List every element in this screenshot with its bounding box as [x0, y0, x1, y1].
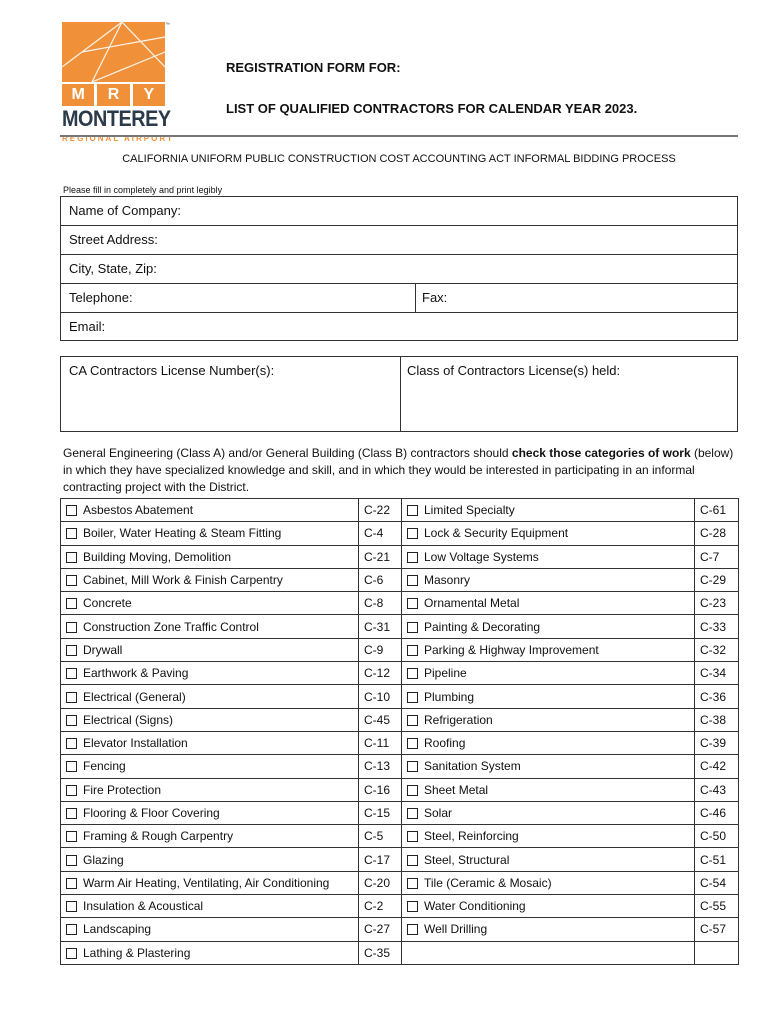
category-checkbox[interactable]	[66, 598, 77, 609]
table-row	[61, 499, 739, 522]
category-checkbox[interactable]	[66, 761, 77, 772]
category-code: C-45	[359, 708, 402, 731]
form-subtitle: LIST OF QUALIFIED CONTRACTORS FOR CALENDAR YEAR 2023.	[226, 101, 638, 116]
table-row	[61, 685, 739, 708]
paragraph-text: General Engineering (Class A) and/or General Building (Class B) contractors should	[63, 446, 512, 460]
category-checkbox[interactable]	[407, 738, 418, 749]
category-cell	[61, 918, 359, 941]
category-code: C-28	[695, 522, 739, 545]
category-cell	[61, 499, 359, 522]
category-label: Landscaping	[83, 922, 152, 937]
category-cell	[61, 685, 359, 708]
table-row	[61, 825, 739, 848]
logo-letter: Y	[133, 84, 165, 106]
license-box	[60, 356, 738, 432]
category-checkbox[interactable]	[66, 505, 77, 516]
category-code: C-35	[359, 941, 402, 964]
category-label: Masonry	[424, 573, 471, 588]
category-code: C-8	[359, 592, 402, 615]
table-row	[61, 522, 739, 545]
fax-label: Fax:	[422, 290, 448, 305]
category-cell	[402, 545, 695, 568]
category-cell	[61, 755, 359, 778]
category-checkbox[interactable]	[407, 668, 418, 679]
category-cell	[402, 662, 695, 685]
category-label: Construction Zone Traffic Control	[83, 619, 259, 634]
category-label: Fencing	[83, 759, 126, 774]
category-code: C-31	[359, 615, 402, 638]
city-state-zip-field[interactable]	[61, 255, 737, 284]
category-label: Ornamental Metal	[424, 596, 520, 611]
category-cell	[61, 522, 359, 545]
category-cell	[61, 895, 359, 918]
category-label: Limited Specialty	[424, 503, 515, 518]
license-numbers-label: CA Contractors License Number(s):	[69, 363, 275, 378]
category-label: Warm Air Heating, Ventilating, Air Conditioning	[83, 875, 330, 890]
category-code: C-7	[695, 545, 739, 568]
logo-letter: R	[97, 84, 129, 106]
logo	[62, 22, 175, 143]
category-cell	[61, 778, 359, 801]
form-title: REGISTRATION FORM FOR:	[226, 60, 401, 75]
category-cell	[61, 708, 359, 731]
category-code: C-15	[359, 801, 402, 824]
category-code: C-13	[359, 755, 402, 778]
category-code: C-23	[695, 592, 739, 615]
category-code: C-21	[359, 545, 402, 568]
category-label: Boiler, Water Heating & Steam Fitting	[83, 526, 282, 541]
act-heading: CALIFORNIA UNIFORM PUBLIC CONSTRUCTION COST ACCOUNTING ACT INFORMAL BIDDING PROCESS	[122, 153, 676, 165]
company-name-field[interactable]	[61, 197, 737, 226]
fax-divider	[415, 284, 416, 312]
category-label: Building Moving, Demolition	[83, 549, 232, 564]
category-code: C-46	[695, 801, 739, 824]
category-code: C-38	[695, 708, 739, 731]
header-divider	[60, 135, 738, 137]
category-cell	[61, 592, 359, 615]
category-cell	[61, 545, 359, 568]
category-label: Sanitation System	[424, 759, 521, 774]
empty-cell	[695, 941, 739, 964]
category-cell	[61, 615, 359, 638]
category-label: Elevator Installation	[83, 736, 188, 751]
category-label: Earthwork & Paving	[83, 666, 189, 681]
category-checkbox[interactable]	[66, 645, 77, 656]
category-code: C-55	[695, 895, 739, 918]
category-label: Plumbing	[424, 689, 475, 704]
category-code: C-9	[359, 638, 402, 661]
paragraph-emphasis: check those categories of work	[511, 446, 691, 460]
category-checkbox[interactable]	[407, 528, 418, 539]
logo-letter: M	[62, 84, 94, 106]
category-code: C-43	[695, 778, 739, 801]
category-label: Glazing	[83, 852, 124, 867]
company-info-box	[60, 196, 738, 341]
category-cell	[61, 662, 359, 685]
category-code: C-6	[359, 568, 402, 591]
category-checkbox[interactable]	[407, 598, 418, 609]
category-code: C-4	[359, 522, 402, 545]
category-label: Electrical (General)	[83, 689, 186, 704]
category-cell	[61, 871, 359, 894]
category-cell	[61, 731, 359, 754]
category-cell	[61, 825, 359, 848]
category-checkbox[interactable]	[407, 575, 418, 586]
category-checkbox[interactable]	[66, 552, 77, 563]
telephone-fax-row	[61, 284, 737, 313]
category-checkbox[interactable]	[407, 622, 418, 633]
table-row	[61, 895, 739, 918]
category-label: Steel, Reinforcing	[424, 829, 519, 844]
category-code: C-11	[359, 731, 402, 754]
category-cell	[402, 731, 695, 754]
category-checkbox[interactable]	[66, 855, 77, 866]
category-checkbox[interactable]	[407, 878, 418, 889]
table-row	[61, 871, 739, 894]
category-label: Roofing	[424, 736, 466, 751]
category-checkbox[interactable]	[66, 668, 77, 679]
category-code: C-17	[359, 848, 402, 871]
category-label: Tile (Ceramic & Mosaic)	[424, 875, 552, 890]
category-label: Low Voltage Systems	[424, 549, 539, 564]
category-checkbox[interactable]	[407, 831, 418, 842]
logo-wordmark: MONTEREY	[62, 106, 171, 131]
category-code: C-61	[695, 499, 739, 522]
category-checkbox[interactable]	[66, 924, 77, 935]
category-cell	[61, 941, 359, 964]
category-cell	[402, 638, 695, 661]
category-code: C-51	[695, 848, 739, 871]
category-cell	[402, 615, 695, 638]
table-row	[61, 755, 739, 778]
category-cell	[402, 895, 695, 918]
category-code: C-27	[359, 918, 402, 941]
category-checkbox[interactable]	[66, 901, 77, 912]
category-code: C-32	[695, 638, 739, 661]
category-checkbox[interactable]	[66, 575, 77, 586]
category-cell	[402, 685, 695, 708]
category-label: Flooring & Floor Covering	[83, 806, 220, 820]
category-code: C-54	[695, 871, 739, 894]
category-label: Parking & Highway Improvement	[424, 642, 599, 657]
category-code: C-57	[695, 918, 739, 941]
category-code: C-16	[359, 778, 402, 801]
table-row	[61, 848, 739, 871]
category-checkbox[interactable]	[66, 692, 77, 703]
category-code: C-42	[695, 755, 739, 778]
category-label: Asbestos Abatement	[83, 503, 194, 518]
category-code: C-22	[359, 499, 402, 522]
category-code: C-50	[695, 825, 739, 848]
city-state-zip-label: City, State, Zip:	[69, 261, 157, 276]
logo-lines-icon	[62, 22, 165, 82]
category-label: Lock & Security Equipment	[424, 526, 569, 541]
category-cell	[61, 848, 359, 871]
category-label: Insulation & Acoustical	[83, 899, 204, 914]
category-checkbox[interactable]	[66, 785, 77, 796]
category-checkbox[interactable]	[66, 528, 77, 539]
category-checkbox[interactable]	[66, 715, 77, 726]
category-checkbox[interactable]	[407, 924, 418, 935]
table-row	[61, 662, 739, 685]
logo-subtitle: REGIONAL AIRPORT	[62, 134, 175, 143]
category-label: Drywall	[83, 642, 123, 657]
table-row	[61, 731, 739, 754]
category-cell	[402, 778, 695, 801]
category-checkbox[interactable]	[66, 831, 77, 842]
categories-table	[60, 498, 739, 965]
table-row	[61, 778, 739, 801]
category-cell	[402, 568, 695, 591]
table-row	[61, 592, 739, 615]
category-label: Solar	[424, 806, 453, 820]
category-label: Fire Protection	[83, 782, 162, 797]
category-checkbox[interactable]	[407, 785, 418, 796]
category-label: Framing & Rough Carpentry	[83, 829, 234, 844]
category-cell	[402, 848, 695, 871]
category-code: C-5	[359, 825, 402, 848]
category-cell	[402, 825, 695, 848]
category-checkbox[interactable]	[66, 808, 77, 819]
category-cell	[402, 755, 695, 778]
category-label: Sheet Metal	[424, 782, 489, 797]
category-checkbox[interactable]	[407, 715, 418, 726]
logo-graphic	[62, 22, 165, 82]
category-checkbox[interactable]	[407, 901, 418, 912]
category-label: Refrigeration	[424, 712, 493, 727]
table-row	[61, 941, 739, 964]
category-checkbox[interactable]	[407, 505, 418, 516]
license-class-label: Class of Contractors License(s) held:	[407, 363, 621, 378]
table-row	[61, 545, 739, 568]
category-checkbox[interactable]	[407, 808, 418, 819]
table-row	[61, 708, 739, 731]
telephone-label: Telephone:	[69, 290, 133, 305]
table-row	[61, 615, 739, 638]
category-cell	[61, 638, 359, 661]
category-code: C-34	[695, 662, 739, 685]
category-cell	[402, 918, 695, 941]
category-code: C-33	[695, 615, 739, 638]
category-checkbox[interactable]	[66, 738, 77, 749]
empty-cell	[402, 941, 695, 964]
category-cell	[402, 592, 695, 615]
category-cell	[402, 871, 695, 894]
email-label: Email:	[69, 319, 106, 334]
table-row	[61, 568, 739, 591]
category-label: Pipeline	[424, 666, 467, 681]
category-code: C-20	[359, 871, 402, 894]
category-checkbox[interactable]	[407, 552, 418, 563]
category-cell	[402, 708, 695, 731]
category-label: Lathing & Plastering	[83, 945, 191, 960]
category-checkbox[interactable]	[66, 948, 77, 959]
category-checkbox[interactable]	[66, 878, 77, 889]
table-row	[61, 638, 739, 661]
category-label: Steel, Structural	[424, 852, 510, 867]
category-code: C-10	[359, 685, 402, 708]
category-label: Water Conditioning	[424, 899, 526, 914]
instructions-paragraph	[63, 445, 738, 496]
category-code: C-39	[695, 731, 739, 754]
instructions: Please fill in completely and print legibly	[63, 185, 223, 195]
category-code: C-36	[695, 685, 739, 708]
category-checkbox[interactable]	[407, 761, 418, 772]
logo-trademark: ™	[165, 22, 170, 28]
category-code: C-12	[359, 662, 402, 685]
table-row	[61, 918, 739, 941]
paragraph-text: (below) in which they have specialized knowledge and skill, and in which they would be interested in participating in an informal contracting project with the District.	[63, 446, 734, 494]
category-label: Cabinet, Mill Work & Finish Carpentry	[83, 573, 283, 588]
category-code: C-29	[695, 568, 739, 591]
category-cell	[402, 499, 695, 522]
category-checkbox[interactable]	[407, 692, 418, 703]
street-address-label: Street Address:	[69, 232, 158, 247]
category-checkbox[interactable]	[407, 645, 418, 656]
license-divider	[400, 357, 401, 431]
category-cell	[61, 801, 359, 824]
company-name-label: Name of Company:	[69, 203, 181, 218]
category-code: C-2	[359, 895, 402, 918]
table-row	[61, 801, 739, 824]
category-checkbox[interactable]	[66, 622, 77, 633]
category-cell	[402, 522, 695, 545]
logo-letters	[62, 84, 165, 106]
street-address-field[interactable]	[61, 226, 737, 255]
category-label: Electrical (Signs)	[83, 712, 174, 727]
category-checkbox[interactable]	[407, 855, 418, 866]
category-label: Painting & Decorating	[424, 619, 541, 634]
email-field[interactable]	[61, 313, 737, 342]
category-cell	[402, 801, 695, 824]
category-label: Concrete	[83, 596, 132, 611]
category-cell	[61, 568, 359, 591]
category-label: Well Drilling	[424, 922, 488, 937]
